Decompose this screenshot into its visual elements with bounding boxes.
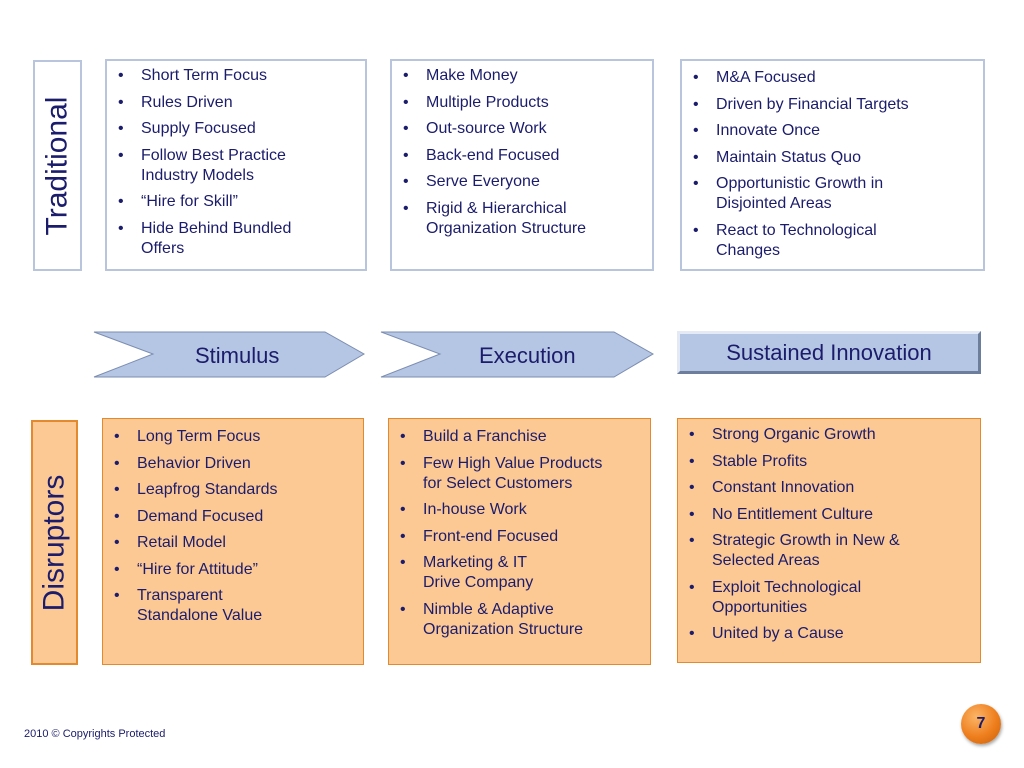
list-item: • Demand Focused xyxy=(111,507,355,527)
traditional-box-execution xyxy=(390,59,654,271)
list-item: • Serve Everyone xyxy=(400,172,644,192)
list-item: • Transparent Standalone Value xyxy=(111,586,297,626)
list-item: • Innovate Once xyxy=(690,121,975,141)
bullet-list xyxy=(400,66,644,239)
bullet-list xyxy=(111,427,355,626)
list-item: • M&A Focused xyxy=(690,68,975,88)
list-item: • “Hire for Attitude” xyxy=(111,560,355,580)
disruptors-label: Disruptors xyxy=(37,474,71,611)
disruptor-box-execution xyxy=(388,418,651,665)
list-item: • React to Technological Changes xyxy=(690,221,921,261)
list-item: • Strategic Growth in New & Selected Areas xyxy=(686,531,907,571)
list-item: • Hide Behind Bundled Offers xyxy=(115,219,326,259)
bullet-list xyxy=(690,68,975,261)
sustained-innovation-banner xyxy=(677,331,981,374)
list-item: • Strong Organic Growth xyxy=(686,425,972,445)
list-item: • United by a Cause xyxy=(686,624,972,644)
list-item: • Exploit Technological Opportunities xyxy=(686,578,897,618)
stimulus-label: Stimulus xyxy=(195,343,280,368)
list-item: • In-house Work xyxy=(397,500,642,520)
bullet-list xyxy=(686,425,972,644)
list-item: • Follow Best Practice Industry Models xyxy=(115,146,316,186)
list-item: • Rigid & Hierarchical Organization Structure xyxy=(400,199,621,239)
list-item: • Multiple Products xyxy=(400,93,644,113)
list-item: • No Entitlement Culture xyxy=(686,505,972,525)
disruptor-box-sustained xyxy=(677,418,981,663)
list-item: • Leapfrog Standards xyxy=(111,480,355,500)
list-item: • Front-end Focused xyxy=(397,527,642,547)
traditional-box-sustained xyxy=(680,59,985,271)
bullet-list xyxy=(115,66,357,259)
list-item: • Make Money xyxy=(400,66,644,86)
list-item: • Retail Model xyxy=(111,533,355,553)
traditional-box-stimulus xyxy=(105,59,367,271)
traditional-label-box xyxy=(33,60,82,271)
list-item: • Opportunistic Growth in Disjointed Areas xyxy=(690,174,921,214)
sustained-innovation-label: Sustained Innovation xyxy=(726,339,932,365)
list-item: • Constant Innovation xyxy=(686,478,972,498)
traditional-label: Traditional xyxy=(40,96,74,235)
list-item: • Stable Profits xyxy=(686,452,972,472)
list-item: • Few High Value Products for Select Customers xyxy=(397,454,603,494)
disruptor-box-stimulus xyxy=(102,418,364,665)
list-item: • Long Term Focus xyxy=(111,427,355,447)
page-number: 7 xyxy=(976,715,986,732)
list-item: • Driven by Financial Targets xyxy=(690,95,975,115)
disruptors-label-box xyxy=(31,420,78,665)
copyright-text: 2010 © Copyrights Protected xyxy=(24,728,166,740)
list-item: • Behavior Driven xyxy=(111,454,355,474)
list-item: • Marketing & IT Drive Company xyxy=(397,553,563,593)
list-item: • Back-end Focused xyxy=(400,146,644,166)
list-item: • Supply Focused xyxy=(115,119,357,139)
list-item: • Rules Driven xyxy=(115,93,357,113)
list-item: • Out-source Work xyxy=(400,119,644,139)
page-number-badge xyxy=(961,704,1001,744)
list-item: • Maintain Status Quo xyxy=(690,148,975,168)
bullet-list xyxy=(397,427,642,640)
list-item: • Nimble & Adaptive Organization Structure xyxy=(397,600,623,640)
execution-label: Execution xyxy=(479,343,576,368)
list-item: • Build a Franchise xyxy=(397,427,642,447)
list-item: • “Hire for Skill” xyxy=(115,192,357,212)
list-item: • Short Term Focus xyxy=(115,66,357,86)
